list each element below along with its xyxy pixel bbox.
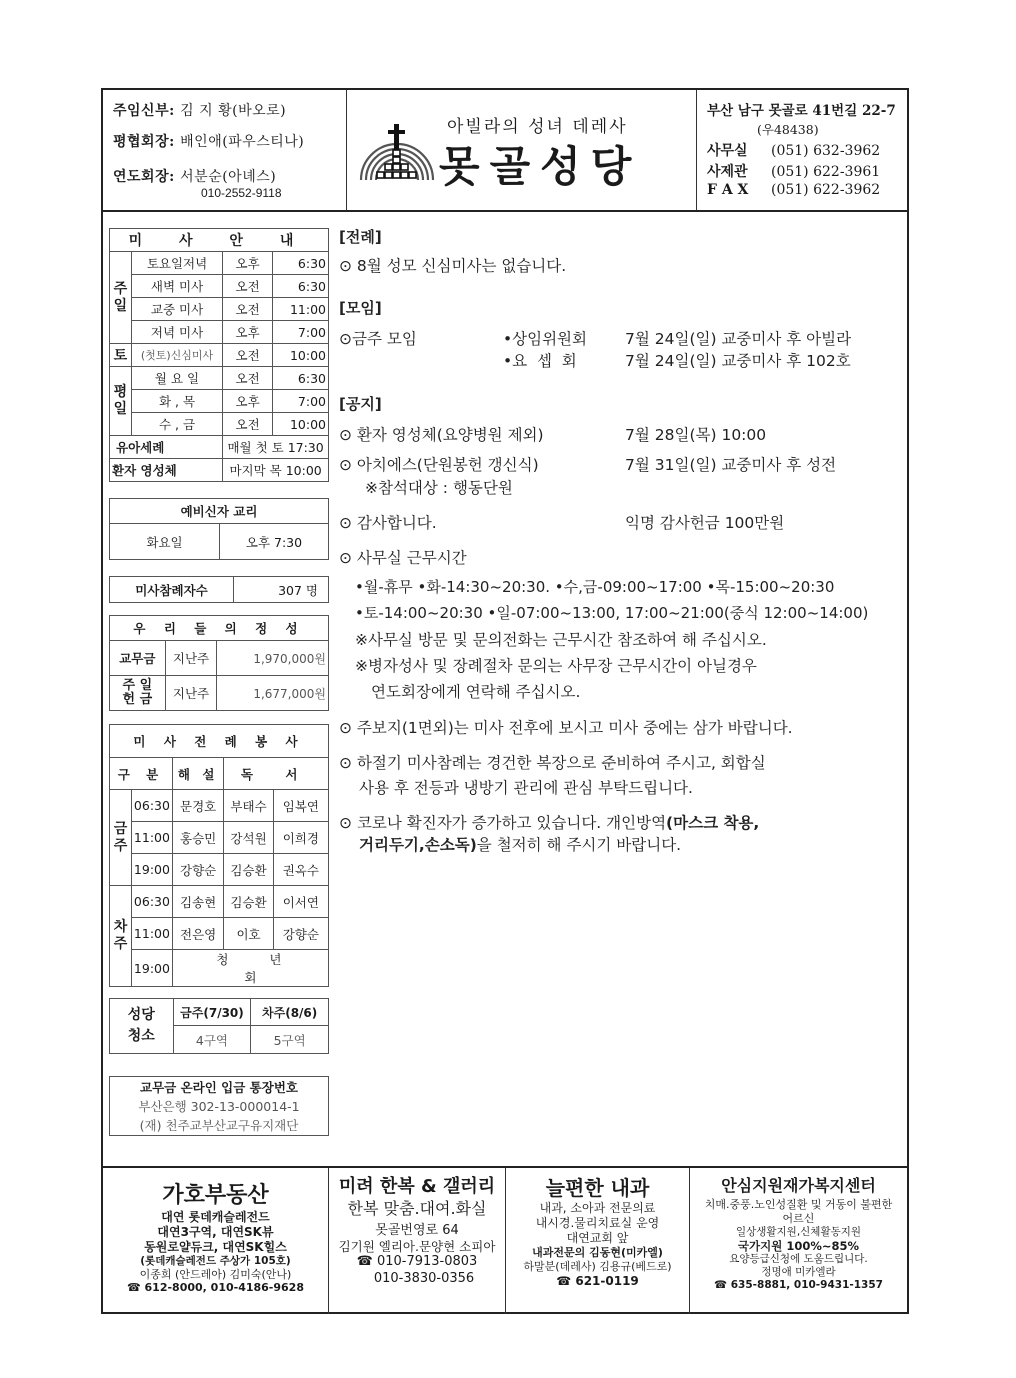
bulletin-page: 주임신부: 김 지 황(바오로) 평협회장: 배인애(파우스티나) 연도회장: 서분순(아녜스) 010-2552-9118 아빌라의 성녀 데레사 못골성당 부산 남구 못골로 41번길 22-7 (우48438) 사무실 (051) 632-3962 사제관 (051) 622-3961 F A X (051) 622-3962 미 사 안 내 주 일 토요일저녁 오후 6:30 새벽 미사 오전 6:30 교중 미사 오전 11:00 저녁 미사 오후 7:00 토 (첫토)신심미사 오전 10:00 평 일 월 요 일 오전 6:30 화 , 목 오후 7:00 수 , 금 오전 10:00 유아세례 매월 첫 토 17:30 환자 영성체 마지막 목 10:00 예비신자 교리 화요일 오후 7:30 미사참례자수 307 명 우 리 들 의 정 성 교무금 지난주 1,970,000원 주 일 헌 금 지난주 1,677,000원 미 사 전 례 봉 사 구 분 해 설 독 서 금 주 06:30 문경호 부태수 임복연 11:00 홍승민 강석원 이희경 19:00 강향순 김승환 권옥수 차 주 06:30 김송현 김승환 이서연 11:00 전은영 이호 강향순 19:00 청 년회 성당 청소 금주(7/30) 차주(8/6) 4구역 5구역 교무금 온라인 입금 통장번호 부산은행 302-13-000014-1 (재) 천주교부산교구유지재단 [전례] ⊙ 8월 성모 신심미사는 없습니다. [모임] ⊙금주 모임 •상임위원회 7월 24일(일) 교중미사 후 아빌라 •요 셉 회 7월 24일(일) 교중미사 후 102호 [공지] ⊙ 환자 영성체(요양병원 제외) 7월 28일(목) 10:00 ⊙ 아치에스(단원봉헌 갱신식) 7월 31일(일) 교중미사 후 성전 ※참석대상 : 행동단원 ⊙ 감사합니다. 익명 감사헌금 100만원 ⊙ 사무실 근무시간 •월-휴무 •화-14:30~20:30. •수,금-09:00~17:00 •목-15:00~20:30 •토-14:00~20:30 •일-07:00~13:00, 17:00~21:00(중식 12:00~14:00) ※사무실 방문 및 문의전화는 근무시간 참조하여 해 주십시오. ※병자성사 및 장례절차 문의는 사무장 근무시간이 아닐경우 연도회장에게 연락해 주십시오. ⊙ 주보지(1면외)는 미사 전후에 보시고 미사 중에는 삼가 바랍니다. ⊙ 하절기 미사참례는 경건한 복장으로 준비하여 주시고, 회합실 사용 후 전등과 냉방기 관리에 관심 부탁드립니다. ⊙ 코로나 확진자가 증가하고 있습니다. 개인방역(마스크 착용, 거리두기,손소독)을 철저히 해 주시기 바랍니다. 가호부동산 대연 롯데캐슬레전드 대연3구역, 대연SK뷰 동원로얄듀크, 대연SK힐스 (롯데캐슬레전드 주상가 105호) 이종희 (안드레아) 김미숙(안나) ☎ 612-8000, 010-4186-9628 미려 한복 & 갤러리 한복 맞춤.대여.화실 못골번영로 64 김기원 엘리아.문양현 소피아 ☎ 010-7913-0803 010-3830-0356 늘편한 내과 내과, 소아과 전문의료 내시경.물리치료실 운영 대연교회 앞 내과전문의 김동현(미카엘) 하말분(데레사) 김용규(베드로) ☎ 621-0119 안심지원재가복지센터 치매.중풍.노인성질환 및 거동이 불편한 어르신 일상생활지원,신체활동지원 국가지원 100%~85% 요양등급신청에 도움드립니다. 정명애 미카엘라 ☎ 635-8881, 010-9431-1357 [101, 88, 909, 1314]
catechumen-title: 예비신자 교리 [110, 499, 329, 524]
offering-table: 우 리 들 의 정 성 교무금 지난주 1,970,000원 주 일 헌 금 지난주 1,677,000원 [109, 615, 329, 711]
contact-rectory: 사제관 (051) 622-3961 [707, 164, 881, 180]
notice-patient-communion: ⊙ 환자 영성체(요양병원 제외) [339, 426, 544, 444]
offering-title: 우 리 들 의 정 성 [110, 616, 329, 641]
bulletin-header [103, 90, 907, 212]
section-meetings-heading: [모임] [339, 299, 382, 317]
yeondo-phone: 010-2552-9118 [201, 186, 282, 200]
attendance-label: 미사참례자수 [110, 577, 234, 603]
contact-office: 사무실 (051) 632-3962 [707, 143, 881, 159]
bank-account-box: 교무금 온라인 입금 통장번호 부산은행 302-13-000014-1 (재) 천주교부산교구유지재단 [109, 1076, 329, 1136]
ad-real-estate: 가호부동산 대연 롯데캐슬레전드 대연3구역, 대연SK뷰 동원로얄듀크, 대연SK힐스 (롯데캐슬레전드 주상가 105호) 이종희 (안드레아) 김미숙(안나) ☎ 612-8000, 010-4186-9628 [103, 1168, 329, 1314]
ad-internal-clinic: 늘편한 내과 내과, 소아과 전문의료 내시경.물리치료실 운영 대연교회 앞 내과전문의 김동현(미카엘) 하말분(데레사) 김용규(베드로) ☎ 621-0119 [506, 1168, 690, 1314]
infant-baptism-label: 유아세례 [110, 436, 223, 459]
week-this: 금 주 [110, 790, 132, 886]
yeondo-president-line: 연도회장: 서분순(아녜스) [113, 169, 277, 185]
staff-box [103, 90, 347, 210]
pastor-line: 주임신부: 김 지 황(바오로) [113, 103, 287, 119]
church-name-title: 못골성당 [439, 142, 642, 191]
patient-communion-label: 환자 영성체 [110, 459, 223, 482]
mass-guide-title: 미 사 안 내 [110, 229, 329, 252]
mass-guide-table: 미 사 안 내 주 일 토요일저녁 오후 6:30 새벽 미사 오전 6:30 교중 미사 오전 11:00 저녁 미사 오후 7:00 토 (첫토)신심미사 오전 10:00 평 일 월 요 일 오전 6:30 화 , 목 오후 7:00 수 , 금 오전 10:00 유아세례 매월 첫 토 17:30 환자 영성체 마지막 목 10:00 [109, 228, 329, 482]
meeting-name: •상임위원회 [503, 330, 588, 348]
meetings-label: ⊙금주 모임 [339, 330, 417, 348]
notice-office-hours: ⊙ 사무실 근무시간 [339, 549, 467, 567]
notice-item: ⊙ 8월 성모 신심미사는 없습니다. [339, 257, 567, 275]
section-liturgy-heading: [전례] [339, 228, 382, 246]
contact-fax: F A X (051) 622-3962 [707, 182, 881, 198]
notice-thanks: ⊙ 감사합니다. [339, 514, 437, 532]
catechumen-table: 예비신자 교리 화요일 오후 7:30 [109, 498, 329, 560]
ad-hanbok-gallery: 미려 한복 & 갤러리 한복 맞춤.대여.화실 못골번영로 64 김기원 엘리아.문양현 소피아 ☎ 010-7913-0803 010-3830-0356 [329, 1168, 506, 1314]
council-president-line: 평협회장: 배인애(파우스티나) [113, 134, 305, 150]
meeting-when: 7월 24일(일) 교중미사 후 아빌라 [625, 330, 852, 348]
group-weekday: 평 일 [110, 367, 132, 436]
contact-box [697, 90, 907, 210]
church-title-box [347, 90, 697, 210]
week-next: 차 주 [110, 886, 132, 987]
meeting-when: 7월 24일(일) 교중미사 후 102호 [625, 352, 851, 370]
church-logo-icon [357, 122, 437, 182]
notice-covid: ⊙ 코로나 확진자가 증가하고 있습니다. 개인방역(마스크 착용, [339, 814, 760, 832]
liturgy-service-table: 미 사 전 례 봉 사 구 분 해 설 독 서 금 주 06:30 문경호 부태수 임복연 11:00 홍승민 강석원 이희경 19:00 강향순 김승환 권옥수 차 주 06:30 김송현 김승환 이서연 11:00 전은영 이호 강향순 19:00 청 년회 [109, 724, 329, 987]
liturgy-service-title: 미 사 전 례 봉 사 [110, 725, 329, 758]
ads-footer [103, 1166, 907, 1312]
patron-saint-subtitle: 아빌라의 성녀 데레사 [447, 117, 628, 137]
notice-bulletin: ⊙ 주보지(1면외)는 미사 전후에 보시고 미사 중에는 삼가 바랍니다. [339, 719, 793, 737]
group-sunday: 주 일 [110, 252, 132, 344]
postal-code: (우48438) [757, 122, 819, 137]
notice-summer-attire: ⊙ 하절기 미사참례는 경건한 복장으로 준비하여 주시고, 회합실 [339, 754, 766, 772]
bank-account-number: 부산은행 302-13-000014-1 [138, 1099, 300, 1114]
notice-acies: ⊙ 아치에스(단원봉헌 갱신식) [339, 456, 539, 474]
cleaning-table: 성당 청소 금주(7/30) 차주(8/6) 4구역 5구역 [109, 998, 329, 1054]
group-saturday: 토 [110, 344, 132, 367]
church-address: 부산 남구 못골로 41번길 22-7 [707, 103, 896, 119]
section-announcements-heading: [공지] [339, 395, 382, 413]
ad-home-care-center: 안심지원재가복지센터 치매.중풍.노인성질환 및 거동이 불편한 어르신 일상생활지원,신체활동지원 국가지원 100%~85% 요양등급신청에 도움드립니다. 정명애 미카엘라 ☎ 635-8881, 010-9431-1357 [704, 1176, 893, 1292]
meeting-name: •요 셉 회 [503, 352, 577, 370]
attendance-table [109, 576, 329, 603]
attendance-count: 307 명 [234, 577, 329, 603]
